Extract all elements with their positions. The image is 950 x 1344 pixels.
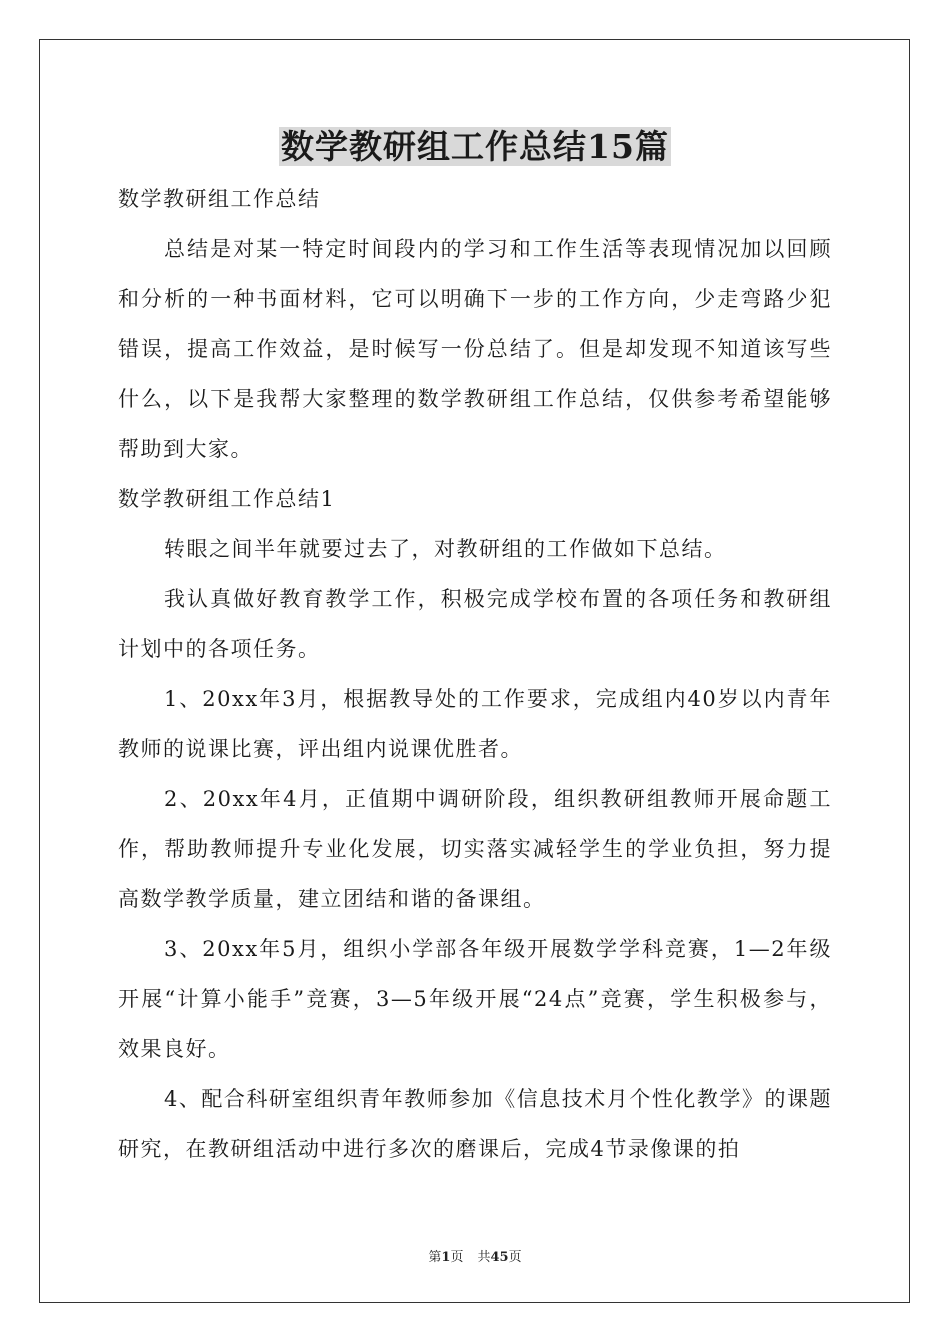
page-footer [0, 1248, 950, 1268]
document-body [118, 174, 832, 1174]
paragraph: 2、20xx年4月，正值期中调研阶段，组织教研组教师开展命题工作，帮助教师提升专业化发展，切实落实减轻学生的学业负担，努力提高数学教学质量，建立团结和谐的备课组。 [118, 787, 832, 911]
total-pages: 45 [490, 1250, 509, 1265]
paragraph: 3、20xx年5月，组织小学部各年级开展数学学科竞赛，1—2年级开展“计算小能手”竞赛，3—5年级开展“24点”竞赛，学生积极参与，效果良好。 [118, 937, 832, 1061]
page-number: 1 [441, 1250, 451, 1265]
paragraph: 总结是对某一特定时间段内的学习和工作生活等表现情况加以回顾和分析的一种书面材料，它可以明确下一步的工作方向，少走弯路少犯错误，提高工作效益，是时候写一份总结了。但是却发现不知道该写些什么，以下是我帮大家整理的数学教研组工作总结，仅供参考希望能够帮助到大家。 [118, 237, 832, 461]
page-prefix: 第 [428, 1250, 442, 1265]
document-title-text: 数学教研组工作总结15篇 [281, 127, 669, 166]
paragraph: 我认真做好教育教学工作，积极完成学校布置的各项任务和教研组计划中的各项任务。 [118, 587, 832, 661]
document-title [0, 123, 950, 171]
total-prefix: 共 [477, 1250, 491, 1265]
total-suffix: 页 [508, 1250, 522, 1265]
paragraph: 4、配合科研室组织青年教师参加《信息技术月个性化教学》的课题研究，在教研组活动中进行多次的磨课后，完成4节录像课的拍 [118, 1087, 832, 1161]
paragraph: 数学教研组工作总结 [118, 187, 321, 211]
paragraph: 转眼之间半年就要过去了，对教研组的工作做如下总结。 [164, 537, 727, 561]
paragraph: 数学教研组工作总结1 [118, 487, 336, 511]
page-suffix: 页 [450, 1250, 464, 1265]
paragraph: 1、20xx年3月，根据教导处的工作要求，完成组内40岁以内青年教师的说课比赛，评出组内说课优胜者。 [118, 687, 832, 761]
